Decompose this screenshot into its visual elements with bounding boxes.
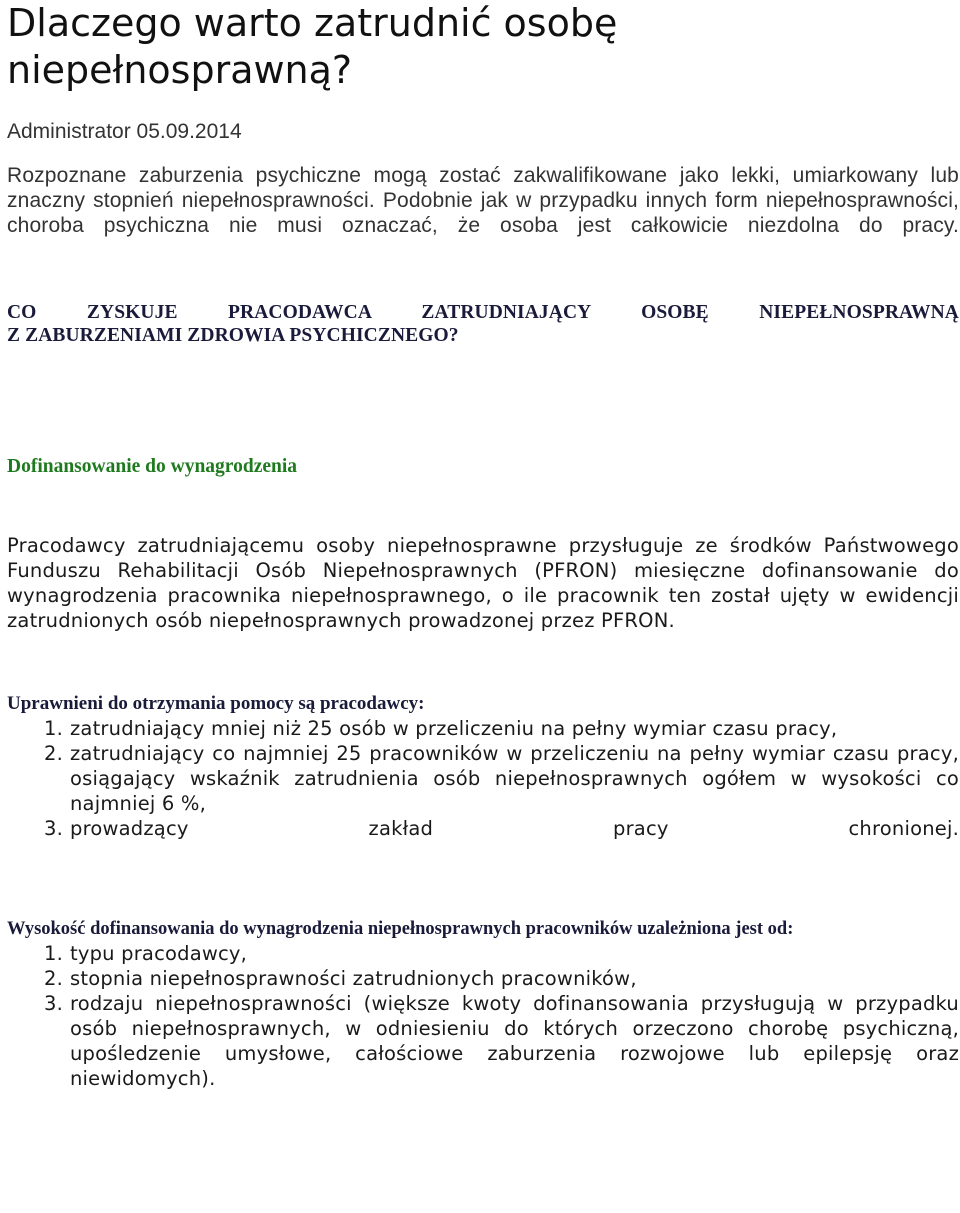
list-item-number: 2.: [44, 967, 64, 990]
question-heading-line-2: Z ZABURZENIAMI ZDROWIA PSYCHICZNEGO?: [7, 325, 459, 346]
list-item-text: typu pracodawcy,: [70, 942, 248, 965]
list-item: [7, 716, 959, 741]
eligible-heading: Uprawnieni do otrzymania pomocy są pracodawcy:: [7, 693, 425, 714]
intro-paragraph: Rozpoznane zaburzenia psychiczne mogą zostać zakwalifikowane jako lekki, umiarkowany lub znaczny stopnień niepełnosprawności. Podobnie jak w przypadku innych form niepełnosprawności, choroba psychiczna nie musi oznaczać, że osoba jest całkowicie niezdolna do pracy.: [7, 164, 959, 237]
page-title: Dlaczego warto zatrudnić osobę niepełnosprawną?: [7, 1, 618, 92]
list-item-number: 3.: [44, 817, 64, 840]
list-item: [7, 941, 959, 966]
list-item: [7, 741, 959, 816]
article: [7, 0, 959, 1091]
amount-heading: Wysokość dofinansowania do wynagrodzenia niepełnosprawnych pracowników uzależniona jest od:: [7, 919, 794, 939]
list-item: [7, 966, 959, 991]
list-item-number: 1.: [44, 942, 64, 965]
list-item-text: zatrudniający mniej niż 25 osób w przeliczeniu na pełny wymiar czasu pracy,: [70, 717, 838, 740]
list-item-text: prowadzący zakład pracy chronionej.: [70, 817, 959, 840]
article-meta: Administrator 05.09.2014: [7, 120, 242, 143]
question-heading: [7, 301, 959, 347]
eligible-list: [7, 716, 959, 841]
question-heading-line-1: CO ZYSKUJE PRACODAWCA ZATRUDNIAJĄCY OSOBĘ NIEPEŁNOSPRAWNĄ: [7, 302, 959, 323]
list-item-text: rodzaju niepełnosprawności (większe kwoty dofinansowania przysługują w przypadku osób niepełnosprawnych, w odniesieniu do których orzeczono chorobę psychiczną, upośledzenie umysłowe, całościowe zaburzenia rozwojowe lub epilepsję oraz niewidomych).: [70, 992, 959, 1090]
amount-list: [7, 941, 959, 1091]
list-item-number: 1.: [44, 717, 64, 740]
list-item: [7, 991, 959, 1091]
list-item-number: 2.: [44, 742, 64, 765]
list-item-text: zatrudniający co najmniej 25 pracowników w przeliczeniu na pełny wymiar czasu pracy, osiągający wskaźnik zatrudnienia osób niepełnosprawnych ogółem w wysokości co najmniej 6 %,: [70, 742, 959, 815]
section-heading: Dofinansowanie do wynagrodzenia: [7, 456, 298, 477]
list-item-number: 3.: [44, 992, 64, 1015]
section-body: Pracodawcy zatrudniającemu osoby niepełnosprawne przysługuje ze środków Państwowego Funduszu Rehabilitacji Osób Niepełnosprawnych (PFRON) miesięczne dofinansowanie do wynagrodzenia pracownika niepełnosprawnego, o ile pracownik ten został ujęty w ewidencji zatrudnionych osób niepełnosprawnych prowadzonej przez PFRON.: [7, 534, 959, 632]
list-item-text: stopnia niepełnosprawności zatrudnionych pracowników,: [70, 967, 637, 990]
list-item: [7, 816, 959, 841]
